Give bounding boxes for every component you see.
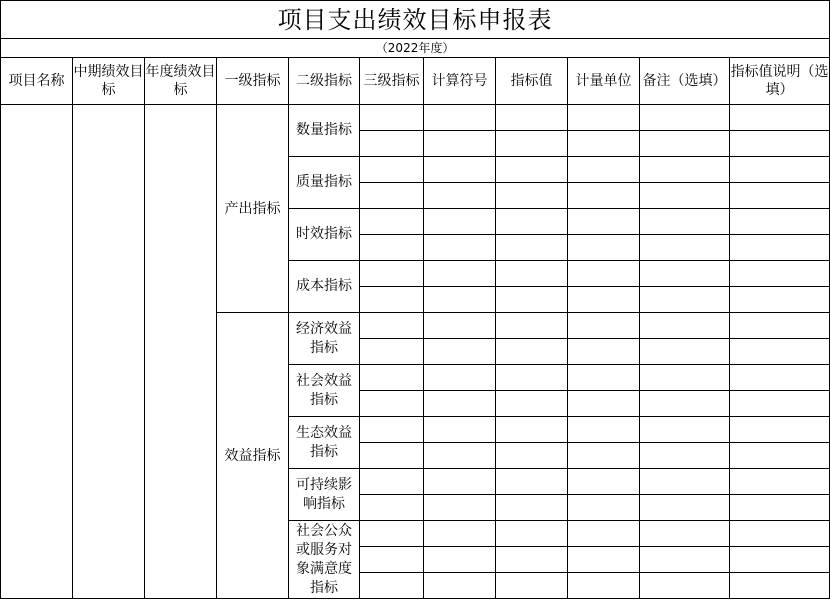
- cell-input[interactable]: [360, 521, 424, 547]
- cell-input[interactable]: [496, 235, 568, 261]
- form-title: 项目支出绩效目标申报表: [1, 1, 830, 39]
- cell-input[interactable]: [424, 131, 496, 157]
- cell-input[interactable]: [640, 547, 730, 573]
- level2-economic: 经济效益指标: [289, 313, 360, 365]
- cell-input[interactable]: [424, 209, 496, 235]
- cell-input[interactable]: [568, 209, 640, 235]
- cell-input[interactable]: [568, 573, 640, 599]
- header-unit: 计量单位: [568, 58, 640, 105]
- cell-input[interactable]: [360, 417, 424, 443]
- cell-input[interactable]: [730, 573, 830, 599]
- cell-input[interactable]: [640, 339, 730, 365]
- cell-input[interactable]: [568, 469, 640, 495]
- cell-input[interactable]: [568, 417, 640, 443]
- cell-input[interactable]: [568, 183, 640, 209]
- cell-input[interactable]: [496, 469, 568, 495]
- cell-input[interactable]: [730, 365, 830, 391]
- cell-input[interactable]: [360, 391, 424, 417]
- level2-social: 社会效益指标: [289, 365, 360, 417]
- cell-input[interactable]: [640, 391, 730, 417]
- cell-input[interactable]: [496, 417, 568, 443]
- cell-input[interactable]: [640, 521, 730, 547]
- cell-input[interactable]: [568, 287, 640, 313]
- cell-input[interactable]: [568, 365, 640, 391]
- cell-input[interactable]: [640, 131, 730, 157]
- cell-input[interactable]: [424, 183, 496, 209]
- cell-input[interactable]: [360, 443, 424, 469]
- header-level2-indicator: 二级指标: [289, 58, 360, 105]
- cell-input[interactable]: [496, 261, 568, 287]
- cell-input[interactable]: [568, 339, 640, 365]
- cell-input[interactable]: [496, 391, 568, 417]
- cell-input[interactable]: [730, 235, 830, 261]
- cell-input[interactable]: [360, 339, 424, 365]
- cell-input[interactable]: [730, 495, 830, 521]
- level2-satisfaction: 社会公众或服务对象满意度指标: [289, 521, 360, 599]
- cell-input[interactable]: [424, 443, 496, 469]
- cell-input[interactable]: [640, 183, 730, 209]
- cell-input[interactable]: [360, 183, 424, 209]
- cell-input[interactable]: [424, 313, 496, 339]
- cell-input[interactable]: [360, 105, 424, 131]
- cell-input[interactable]: [496, 105, 568, 131]
- cell-input[interactable]: [424, 365, 496, 391]
- cell-input[interactable]: [496, 521, 568, 547]
- cell-input[interactable]: [424, 391, 496, 417]
- cell-input[interactable]: [360, 495, 424, 521]
- cell-input[interactable]: [424, 287, 496, 313]
- cell-input[interactable]: [496, 443, 568, 469]
- cell-input[interactable]: [360, 469, 424, 495]
- cell-input[interactable]: [640, 105, 730, 131]
- cell-input[interactable]: [640, 235, 730, 261]
- cell-input[interactable]: [640, 469, 730, 495]
- cell-input[interactable]: [568, 443, 640, 469]
- cell-input[interactable]: [496, 131, 568, 157]
- cell-input[interactable]: [496, 547, 568, 573]
- cell-input[interactable]: [568, 495, 640, 521]
- cell-input[interactable]: [424, 547, 496, 573]
- cell-input[interactable]: [424, 469, 496, 495]
- cell-input[interactable]: [360, 313, 424, 339]
- cell-input[interactable]: [640, 495, 730, 521]
- cell-input[interactable]: [424, 573, 496, 599]
- cell-input[interactable]: [496, 313, 568, 339]
- cell-input[interactable]: [496, 209, 568, 235]
- cell-input[interactable]: [360, 547, 424, 573]
- cell-input[interactable]: [424, 235, 496, 261]
- header-indicator-value: 指标值: [496, 58, 568, 105]
- cell-input[interactable]: [730, 131, 830, 157]
- cell-input[interactable]: [730, 339, 830, 365]
- cell-input[interactable]: [360, 261, 424, 287]
- form-year: （2022年度）: [1, 39, 830, 58]
- header-project-name: 项目名称: [1, 58, 73, 105]
- cell-input[interactable]: [424, 495, 496, 521]
- cell-input[interactable]: [730, 183, 830, 209]
- cell-input[interactable]: [730, 443, 830, 469]
- cell-input[interactable]: [424, 339, 496, 365]
- level2-quality: 质量指标: [289, 157, 360, 209]
- cell-input[interactable]: [640, 365, 730, 391]
- header-annual-target: 年度绩效目标: [145, 58, 217, 105]
- header-remark: 备注（选填）: [640, 58, 730, 105]
- cell-input[interactable]: [568, 391, 640, 417]
- cell-input[interactable]: [568, 105, 640, 131]
- cell-input[interactable]: [424, 157, 496, 183]
- cell-input[interactable]: [568, 157, 640, 183]
- mid-term-target-input[interactable]: [73, 105, 145, 599]
- header-calc-symbol: 计算符号: [424, 58, 496, 105]
- annual-target-input[interactable]: [145, 105, 217, 599]
- cell-input[interactable]: [640, 157, 730, 183]
- cell-input[interactable]: [496, 339, 568, 365]
- level2-timeliness: 时效指标: [289, 209, 360, 261]
- cell-input[interactable]: [568, 235, 640, 261]
- level2-quantity: 数量指标: [289, 105, 360, 157]
- cell-input[interactable]: [640, 443, 730, 469]
- cell-input[interactable]: [360, 235, 424, 261]
- cell-input[interactable]: [424, 105, 496, 131]
- cell-input[interactable]: [640, 287, 730, 313]
- cell-input[interactable]: [730, 287, 830, 313]
- cell-input[interactable]: [730, 105, 830, 131]
- cell-input[interactable]: [496, 573, 568, 599]
- cell-input[interactable]: [640, 261, 730, 287]
- cell-input[interactable]: [730, 469, 830, 495]
- cell-input[interactable]: [568, 313, 640, 339]
- cell-input[interactable]: [640, 417, 730, 443]
- cell-input[interactable]: [360, 131, 424, 157]
- cell-input[interactable]: [496, 495, 568, 521]
- cell-input[interactable]: [496, 157, 568, 183]
- level1-benefit: 效益指标: [217, 313, 289, 599]
- cell-input[interactable]: [568, 547, 640, 573]
- header-level1-indicator: 一级指标: [217, 58, 289, 105]
- cell-input[interactable]: [730, 261, 830, 287]
- project-name-input[interactable]: [1, 105, 73, 599]
- cell-input[interactable]: [730, 391, 830, 417]
- cell-input[interactable]: [730, 313, 830, 339]
- cell-input[interactable]: [496, 183, 568, 209]
- cell-input[interactable]: [424, 261, 496, 287]
- header-mid-term-target: 中期绩效目标: [73, 58, 145, 105]
- cell-input[interactable]: [640, 573, 730, 599]
- cell-input[interactable]: [640, 313, 730, 339]
- header-level3-indicator: 三级指标: [360, 58, 424, 105]
- cell-input[interactable]: [360, 287, 424, 313]
- cell-input[interactable]: [496, 287, 568, 313]
- cell-input[interactable]: [424, 521, 496, 547]
- cell-input[interactable]: [568, 521, 640, 547]
- level2-ecological: 生态效益指标: [289, 417, 360, 469]
- cell-input[interactable]: [424, 417, 496, 443]
- header-value-note: 指标值说明（选填）: [730, 58, 830, 105]
- cell-input[interactable]: [568, 131, 640, 157]
- cell-input[interactable]: [360, 573, 424, 599]
- cell-input[interactable]: [730, 157, 830, 183]
- cell-input[interactable]: [730, 521, 830, 547]
- cell-input[interactable]: [360, 157, 424, 183]
- cell-input[interactable]: [568, 261, 640, 287]
- level1-output: 产出指标: [217, 105, 289, 313]
- level2-sustainability: 可持续影响指标: [289, 469, 360, 521]
- cell-input[interactable]: [496, 365, 568, 391]
- cell-input[interactable]: [730, 417, 830, 443]
- cell-input[interactable]: [360, 209, 424, 235]
- cell-input[interactable]: [640, 209, 730, 235]
- level2-cost: 成本指标: [289, 261, 360, 313]
- cell-input[interactable]: [730, 209, 830, 235]
- cell-input[interactable]: [360, 365, 424, 391]
- cell-input[interactable]: [730, 547, 830, 573]
